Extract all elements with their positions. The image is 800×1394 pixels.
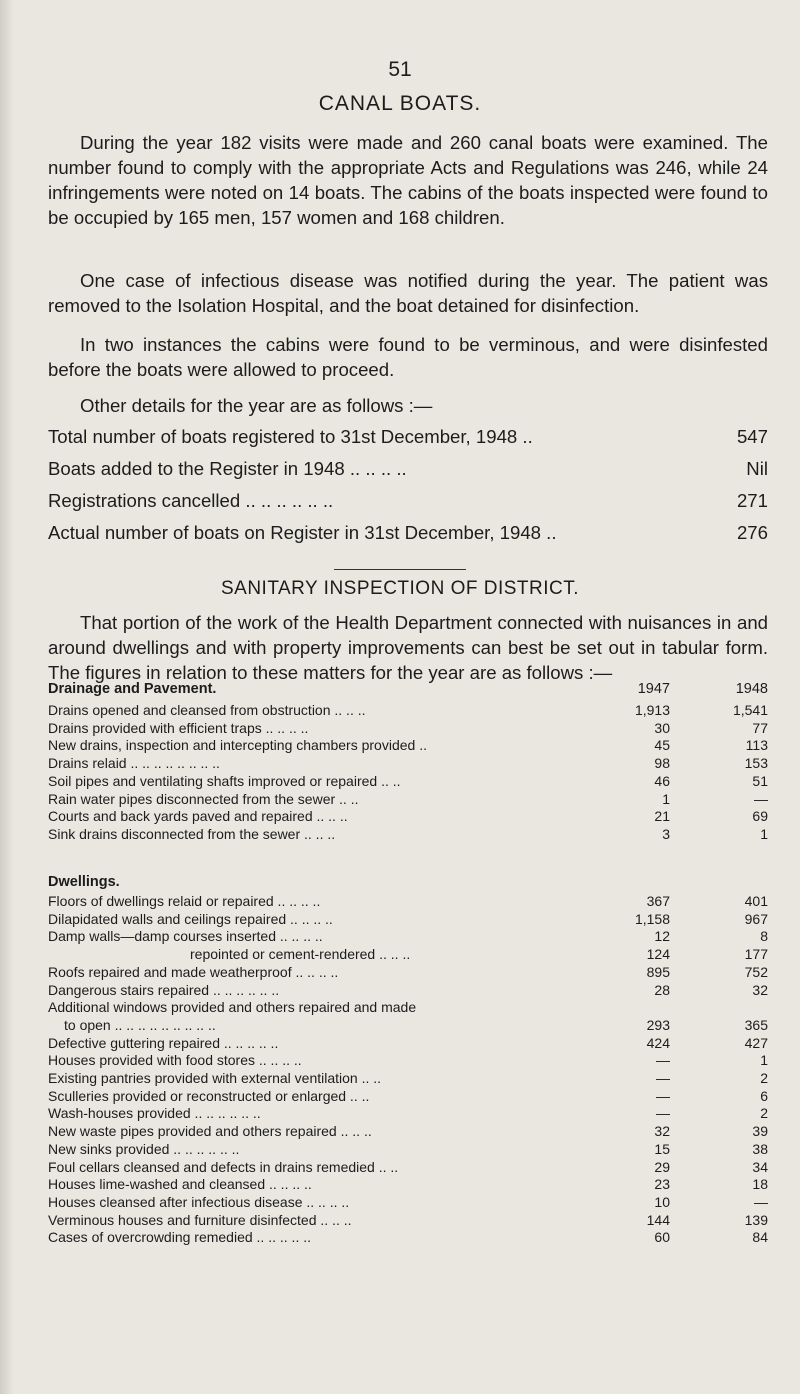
- dwellings-value-1947: 124: [646, 946, 670, 963]
- dwellings-row: [48, 1017, 768, 1034]
- dwellings-value-1948: 39: [752, 1123, 768, 1140]
- drainage-label: Courts and back yards paved and repaired .. .. ..: [48, 808, 348, 825]
- dwellings-value-1947: 367: [646, 893, 670, 909]
- canal-detail-value: 271: [736, 490, 768, 511]
- dwellings-value-1948: 401: [744, 893, 768, 909]
- dwellings-value-1948: 34: [752, 1158, 768, 1175]
- dwellings-value-1947: 15: [654, 1140, 670, 1157]
- dwellings-value-1947: 12: [654, 928, 670, 945]
- dwellings-label: Houses lime-washed and cleansed .. .. .. ..: [48, 1176, 312, 1193]
- dwellings-row: [48, 1052, 768, 1069]
- dwellings-row: [48, 999, 768, 1016]
- sanitary-heading: SANITARY INSPECTION OF DISTRICT.: [220, 578, 580, 599]
- dwellings-value-1947: 1,158: [634, 910, 670, 927]
- drainage-label: Sink drains disconnected from the sewer .. .. ..: [48, 825, 336, 842]
- drainage-label: Drains relaid .. .. .. .. .. .. .. ..: [48, 755, 220, 772]
- dwellings-label: Roofs repaired and made weatherproof .. .. .. ..: [48, 963, 339, 980]
- dwellings-row: [48, 1159, 768, 1176]
- column-header-1948: 1948: [735, 681, 768, 697]
- drainage-row: [48, 702, 768, 719]
- dwellings-value-1948: 32: [752, 981, 768, 998]
- drainage-value-1948: 1,541: [732, 702, 768, 718]
- drainage-row: [48, 755, 768, 772]
- drainage-value-1947: 1: [662, 790, 670, 807]
- dwellings-row: [48, 982, 768, 999]
- dwellings-label: Dilapidated walls and ceilings repaired .. .. .. ..: [48, 910, 333, 927]
- dwellings-value-1948: 38: [752, 1140, 768, 1157]
- canal-paragraph-4: Other details for the year are as follows :—: [80, 395, 433, 416]
- drainage-row: [48, 720, 768, 737]
- drainage-label: Soil pipes and ventilating shafts improved or repaired .. ..: [48, 772, 401, 789]
- drainage-heading: Drainage and Pavement.: [48, 681, 217, 697]
- canal-detail-value: Nil: [746, 458, 768, 479]
- section-divider: [334, 569, 466, 570]
- dwellings-value-1947: 28: [654, 981, 670, 998]
- dwellings-value-1948: 427: [744, 1034, 768, 1051]
- canal-boats-heading: CANAL BOATS.: [318, 92, 482, 115]
- dwellings-row: [48, 893, 768, 910]
- canal-paragraph-3: In two instances the cabins were found to be verminous, and were disinfested before the boats were allowed to proceed.: [48, 334, 768, 380]
- dwellings-value-1947: 23: [654, 1176, 670, 1193]
- drainage-value-1947: 30: [654, 719, 670, 736]
- dwellings-value-1948: 84: [752, 1229, 768, 1246]
- sanitary-intro: That portion of the work of the Health Department connected with nuisances in and around dwellings and with property improvements can best be set out in tabular form. The figures in relation to these matters for the year are as follows :—: [48, 612, 768, 683]
- dwellings-value-1947: —: [656, 1105, 670, 1122]
- drainage-row: [48, 791, 768, 808]
- drainage-row: [48, 737, 768, 754]
- dwellings-value-1947: 10: [654, 1193, 670, 1210]
- drainage-value-1947: 1,913: [634, 702, 670, 718]
- drainage-row: [48, 773, 768, 790]
- canal-detail-label: Boats added to the Register in 1948 .. .. .. ..: [48, 458, 407, 479]
- dwellings-label: Defective guttering repaired .. .. .. .. ..: [48, 1034, 279, 1051]
- dwellings-label: Cases of overcrowding remedied .. .. .. .. ..: [48, 1229, 311, 1246]
- dwellings-value-1947: 144: [646, 1211, 670, 1228]
- dwellings-label: New waste pipes provided and others repaired .. .. ..: [48, 1123, 372, 1140]
- drainage-label: Drains opened and cleansed from obstruction .. .. ..: [48, 702, 366, 718]
- dwellings-value-1947: 424: [646, 1034, 670, 1051]
- dwellings-row: [48, 1176, 768, 1193]
- drainage-label: New drains, inspection and intercepting chambers provided ..: [48, 737, 427, 754]
- canal-detail-label: Actual number of boats on Register in 31st December, 1948 ..: [48, 522, 557, 543]
- drainage-value-1948: 1: [760, 825, 768, 842]
- dwellings-value-1948: 18: [752, 1176, 768, 1193]
- dwellings-row: [48, 1035, 768, 1052]
- dwellings-value-1947: 293: [646, 1016, 670, 1033]
- dwellings-label: Damp walls—damp courses inserted .. .. .. ..: [48, 928, 323, 945]
- canal-detail-value: 276: [736, 522, 768, 543]
- dwellings-value-1947: 60: [654, 1229, 670, 1246]
- drainage-value-1947: 3: [662, 825, 670, 842]
- dwellings-label: Houses cleansed after infectious disease .. .. .. ..: [48, 1193, 350, 1210]
- dwellings-value-1948: —: [754, 1193, 768, 1210]
- dwellings-row: [48, 928, 768, 945]
- canal-paragraph-1: During the year 182 visits were made and 260 canal boats were examined. The number found to comply with the appropriate Acts and Regulations was 246, while 24 infringements were noted on 14 boats. The cabins of the boats inspected were found to be occupied by 165 men, 157 women and 168 children.: [48, 132, 768, 228]
- dwellings-value-1948: 365: [744, 1016, 768, 1033]
- dwellings-value-1948: 177: [744, 946, 768, 963]
- dwellings-value-1948: 6: [760, 1087, 768, 1104]
- drainage-value-1947: 46: [654, 772, 670, 789]
- dwellings-label: New sinks provided .. .. .. .. .. ..: [48, 1140, 240, 1157]
- dwellings-label: repointed or cement-rendered .. .. ..: [190, 946, 411, 963]
- dwellings-value-1947: —: [656, 1087, 670, 1104]
- dwellings-row: [48, 1194, 768, 1211]
- drainage-value-1947: 98: [654, 755, 670, 772]
- dwellings-row: [48, 1070, 768, 1087]
- dwellings-value-1948: 752: [744, 963, 768, 980]
- drainage-value-1948: 113: [745, 737, 768, 754]
- dwellings-value-1947: 895: [646, 963, 670, 980]
- drainage-row: [48, 826, 768, 843]
- dwellings-value-1947: 29: [654, 1158, 670, 1175]
- dwellings-row: [48, 1229, 768, 1246]
- dwellings-value-1947: —: [656, 1052, 670, 1069]
- drainage-value-1947: 21: [654, 808, 670, 825]
- column-header-1947: 1947: [637, 681, 670, 697]
- dwellings-label: Floors of dwellings relaid or repaired .. .. .. ..: [48, 893, 321, 909]
- drainage-value-1948: 51: [752, 772, 768, 789]
- dwellings-value-1948: 2: [760, 1105, 768, 1122]
- dwellings-value-1948: 1: [760, 1052, 768, 1069]
- dwellings-label: Sculleries provided or reconstructed or enlarged .. ..: [48, 1087, 370, 1104]
- dwellings-value-1948: 139: [744, 1211, 768, 1228]
- canal-detail-value: 547: [736, 426, 768, 447]
- drainage-row: [48, 808, 768, 825]
- dwellings-heading: Dwellings.: [48, 874, 120, 890]
- dwellings-label: Existing pantries provided with external ventilation .. ..: [48, 1070, 382, 1086]
- dwellings-value-1948: 8: [760, 928, 768, 945]
- dwellings-label: Additional windows provided and others repaired and made: [48, 999, 417, 1016]
- canal-detail-label: Registrations cancelled .. .. .. .. .. ..: [48, 490, 334, 511]
- dwellings-row: [48, 911, 768, 928]
- drainage-label: Drains provided with efficient traps .. .. .. ..: [48, 719, 309, 736]
- dwellings-value-1947: 32: [654, 1123, 670, 1140]
- dwellings-row: [48, 946, 768, 963]
- dwellings-label: Foul cellars cleansed and defects in drains remedied .. ..: [48, 1158, 399, 1175]
- dwellings-label: Houses provided with food stores .. .. .. ..: [48, 1052, 302, 1069]
- drainage-value-1948: 77: [752, 719, 768, 736]
- drainage-value-1948: 69: [752, 808, 768, 825]
- page-number: 51: [388, 58, 412, 81]
- drainage-value-1948: —: [754, 790, 768, 807]
- dwellings-value-1947: —: [656, 1070, 670, 1086]
- dwellings-value-1948: 967: [744, 910, 768, 927]
- dwellings-row: [48, 964, 768, 981]
- drainage-value-1948: 153: [744, 755, 768, 772]
- dwellings-row: [48, 1141, 768, 1158]
- dwellings-row: [48, 1088, 768, 1105]
- dwellings-label: Wash-houses provided .. .. .. .. .. ..: [48, 1105, 261, 1122]
- canal-detail-label: Total number of boats registered to 31st December, 1948 ..: [48, 426, 533, 447]
- dwellings-row: [48, 1212, 768, 1229]
- drainage-value-1947: 45: [654, 737, 670, 754]
- dwellings-row: [48, 1123, 768, 1140]
- dwellings-row: [48, 1105, 768, 1122]
- dwellings-label: Verminous houses and furniture disinfected .. .. ..: [48, 1211, 352, 1228]
- canal-paragraph-2: One case of infectious disease was notified during the year. The patient was removed to the Isolation Hospital, and the boat detained for disinfection.: [48, 270, 768, 316]
- dwellings-label: to open .. .. .. .. .. .. .. .. ..: [64, 1016, 216, 1033]
- dwellings-value-1948: 2: [760, 1070, 768, 1086]
- dwellings-label: Dangerous stairs repaired .. .. .. .. .. ..: [48, 981, 280, 998]
- drainage-label: Rain water pipes disconnected from the sewer .. ..: [48, 790, 359, 807]
